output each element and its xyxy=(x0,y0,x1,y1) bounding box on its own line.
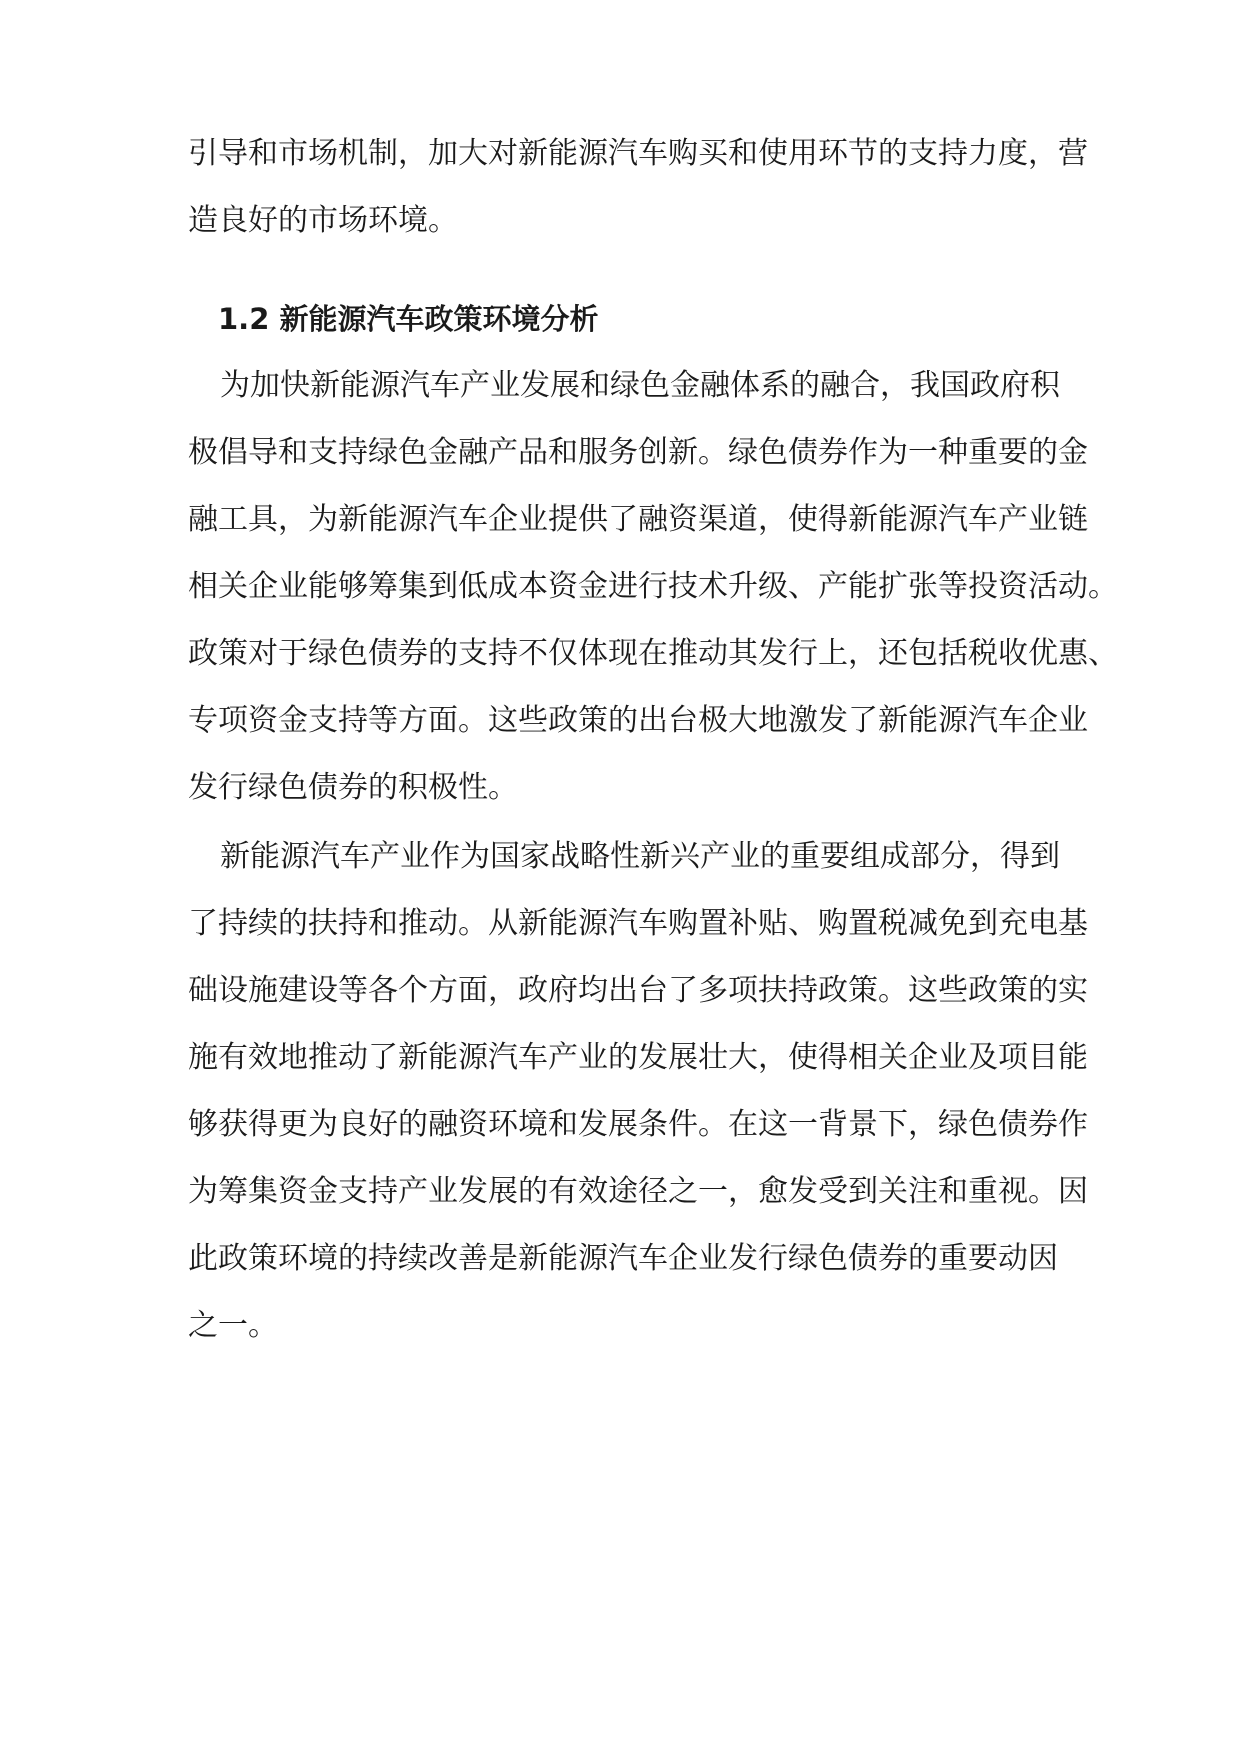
paragraph1-line-6: 专项资金支持等方面。这些政策的出台极大地激发了新能源汽车企业 xyxy=(188,703,1088,738)
paragraph2-line-6: 为筹集资金支持产业发展的有效途径之一，愈发受到关注和重视。因 xyxy=(188,1174,1088,1209)
paragraph1-line-5: 政策对于绿色债券的支持不仅体现在推动其发行上，还包括税收优惠、 xyxy=(188,636,1118,671)
paragraph1-line-7: 发行绿色债券的积极性。 xyxy=(188,770,518,805)
paragraph2-line-3: 础设施建设等各个方面，政府均出台了多项扶持政策。这些政策的实 xyxy=(188,973,1088,1008)
intro-line-2: 造良好的市场环境。 xyxy=(188,203,458,238)
paragraph1-line-1: 为加快新能源汽车产业发展和绿色金融体系的融合，我国政府积 xyxy=(220,368,1060,403)
paragraph2-line-8: 之一。 xyxy=(188,1308,278,1343)
paragraph2-line-2: 了持续的扶持和推动。从新能源汽车购置补贴、购置税减免到充电基 xyxy=(188,906,1088,941)
section-heading: 1.2 新能源汽车政策环境分析 xyxy=(218,302,599,336)
intro-line-1: 引导和市场机制，加大对新能源汽车购买和使用环节的支持力度，营 xyxy=(188,136,1088,171)
paragraph1-line-4: 相关企业能够筹集到低成本资金进行技术升级、产能扩张等投资活动。 xyxy=(188,569,1118,604)
paragraph2-line-7: 此政策环境的持续改善是新能源汽车企业发行绿色债券的重要动因 xyxy=(188,1241,1058,1276)
paragraph2-line-5: 够获得更为良好的融资环境和发展条件。在这一背景下，绿色债券作 xyxy=(188,1107,1088,1142)
paragraph2-line-1: 新能源汽车产业作为国家战略性新兴产业的重要组成部分，得到 xyxy=(220,839,1060,874)
paragraph1-line-2: 极倡导和支持绿色金融产品和服务创新。绿色债券作为一种重要的金 xyxy=(188,435,1088,470)
paragraph1-line-3: 融工具，为新能源汽车企业提供了融资渠道，使得新能源汽车产业链 xyxy=(188,502,1088,537)
paragraph2-line-4: 施有效地推动了新能源汽车产业的发展壮大，使得相关企业及项目能 xyxy=(188,1040,1088,1075)
